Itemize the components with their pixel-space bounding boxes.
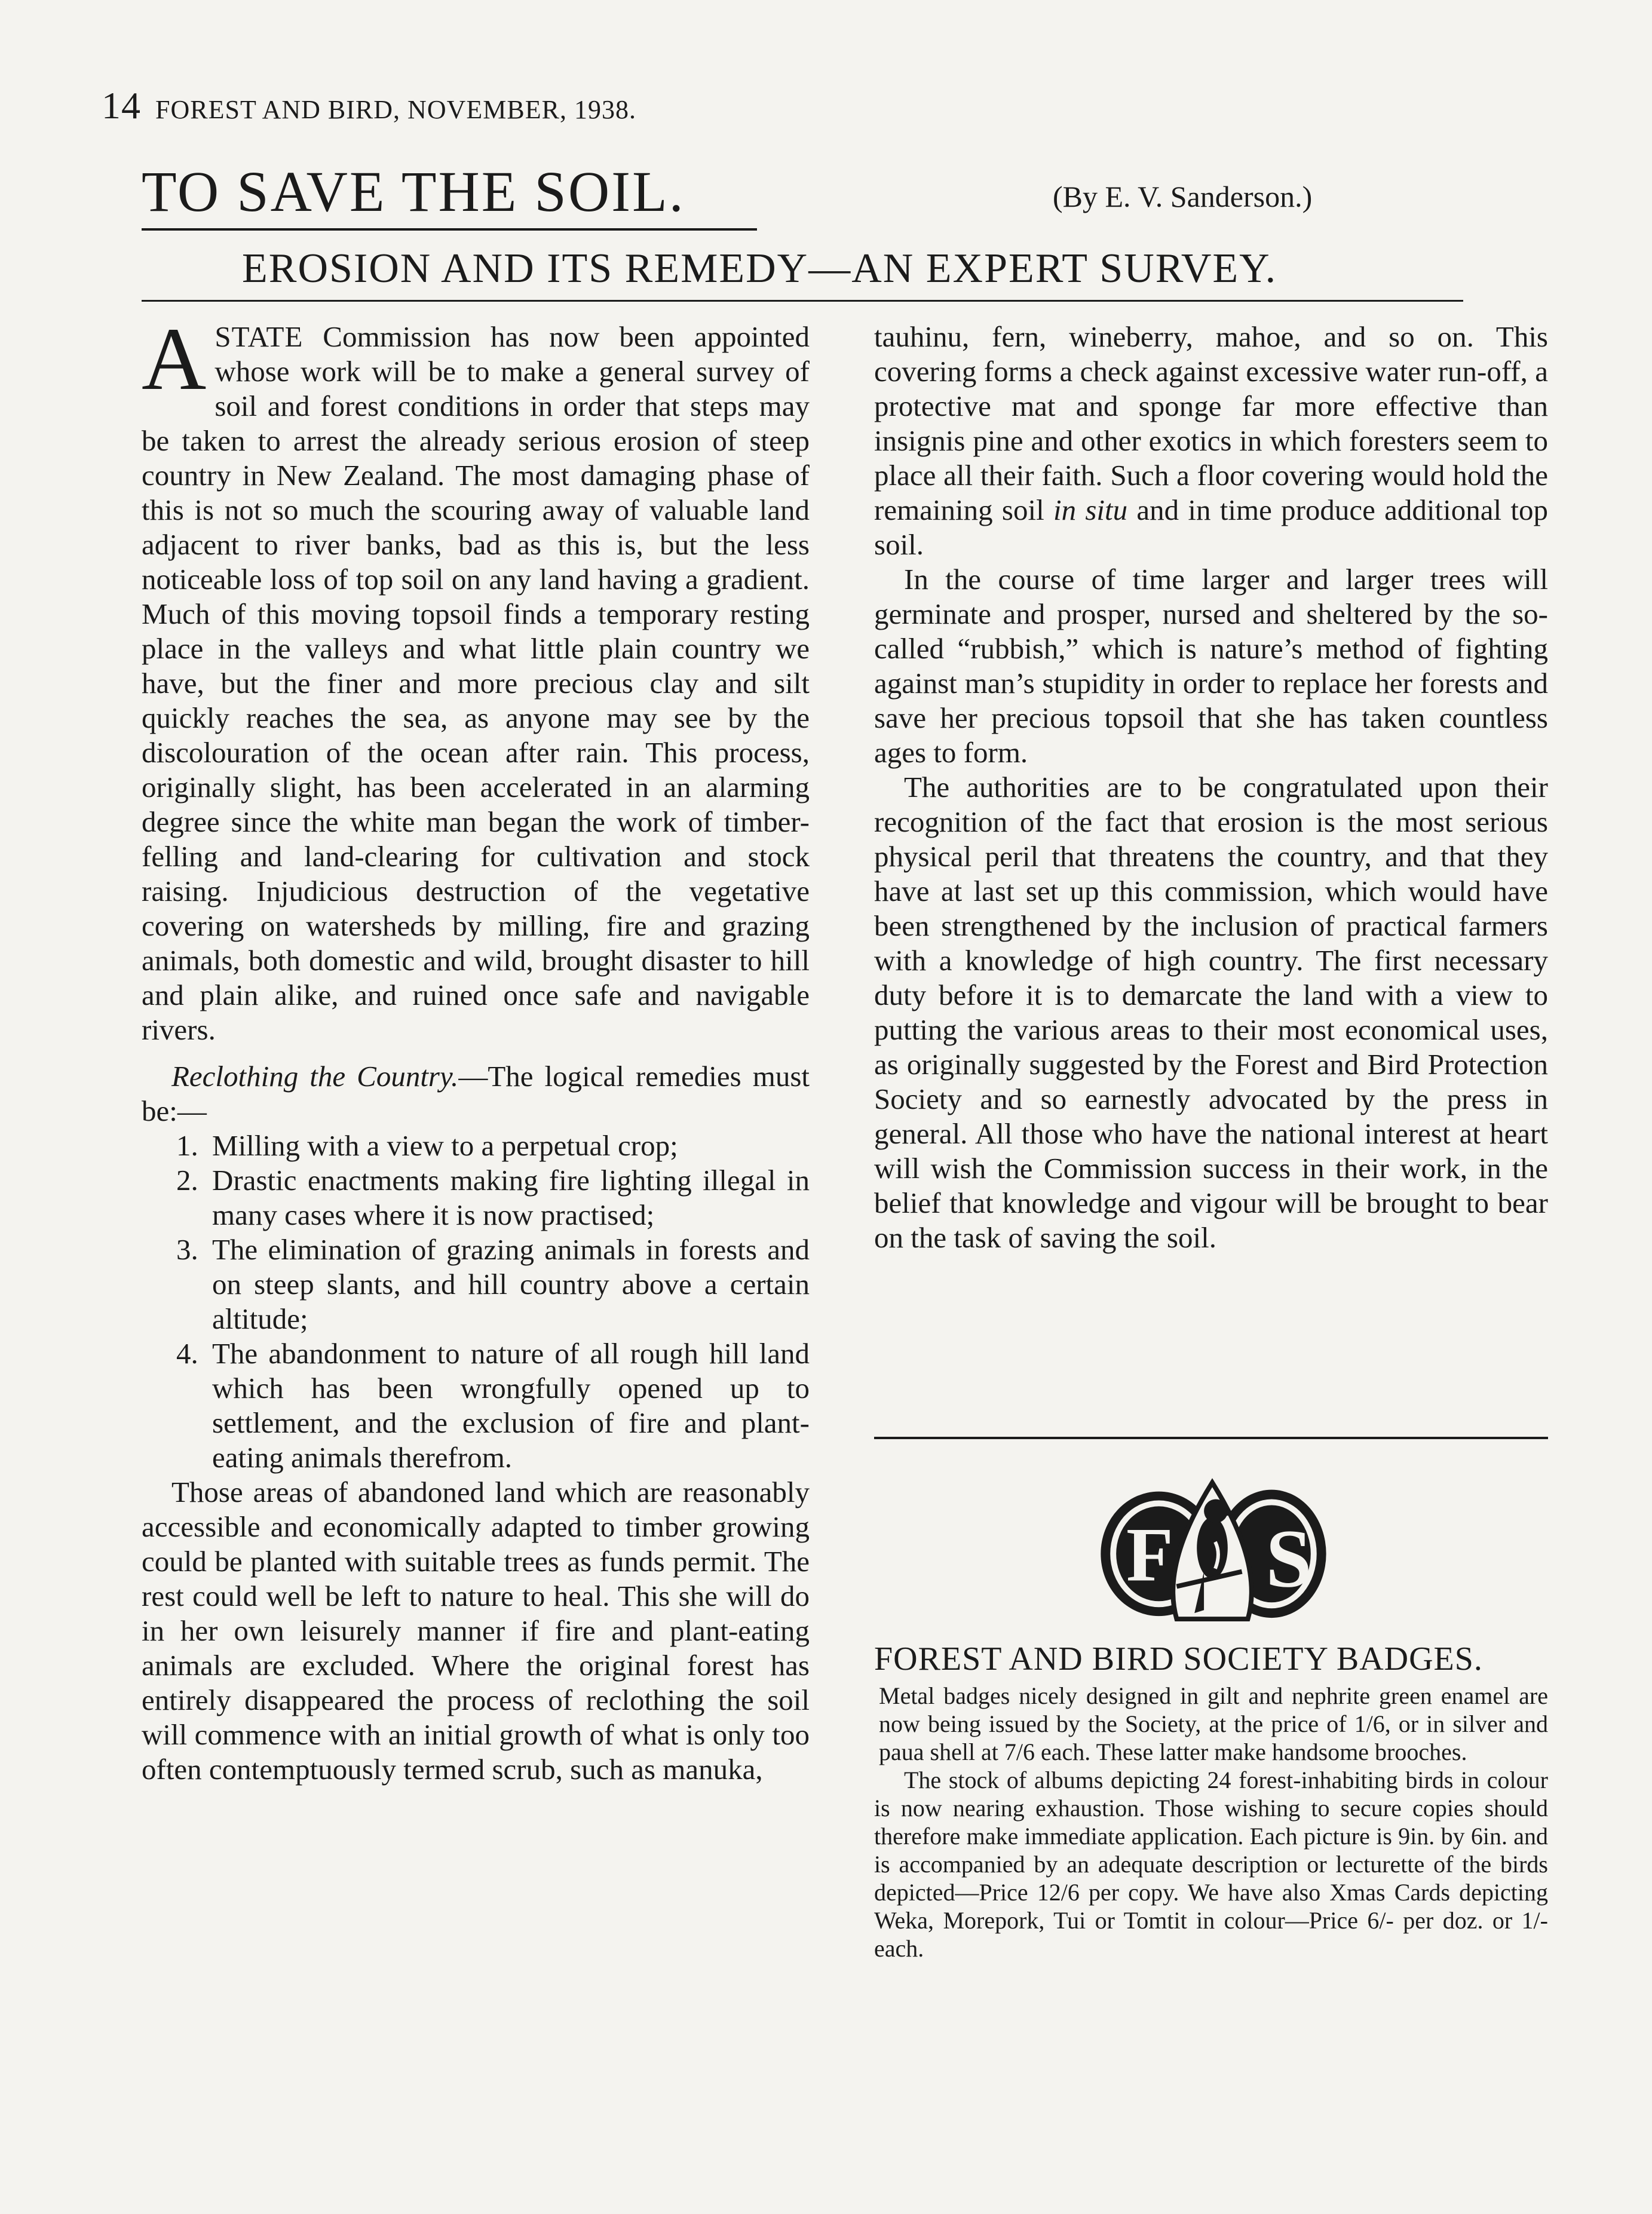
article-subtitle: EROSION AND ITS REMEDY—AN EXPERT SURVEY. xyxy=(242,246,1277,292)
remedies-intro-text: —The logical remedies must be:— xyxy=(142,1060,810,1127)
list-item-number: 4. xyxy=(176,1337,198,1370)
list-item xyxy=(142,1163,810,1232)
subtitle-rule xyxy=(142,300,1463,302)
drop-cap: A xyxy=(142,309,207,409)
authorities-paragraph: The authorities are to be congratulated upon their recognition of the fact that erosion is the most serious physical peril that threatens the country, and that they have at last set up this commission, which would have been strengthened by the inclusion of practical farmers with a knowledge of high country. The first necessary duty before it is to demarcate the land with a view to putting the various areas to their most economical uses, as originally suggested by the Forest and Bird Protection Society and so earnestly advocated by the press in general. All those who have the national interest at heart will wish the Commission success in their work, in the belief that knowledge and vigour will be brought to bear on the task of saving the soil. xyxy=(874,771,1548,1254)
list-item-text: The elimination of grazing animals in forests and on steep slants, and hill country above a certain altitude; xyxy=(212,1233,810,1335)
list-item-number: 3. xyxy=(176,1233,198,1266)
list-item-number: 1. xyxy=(176,1129,198,1162)
list-item-number: 2. xyxy=(176,1164,198,1197)
list-item xyxy=(142,1232,810,1336)
right-column xyxy=(874,320,1548,1255)
remedies-intro xyxy=(142,1059,810,1129)
list-item xyxy=(142,1129,810,1163)
list-item-text: The abandonment to nature of all rough hill land which has been wrongfully opened up to settlement, and the exclusion of fire and plant-eating animals therefrom. xyxy=(212,1337,810,1474)
scrub-paragraph-text: tauhinu, fern, wineberry, mahoe, and so on. This covering forms a check against excessive water run-off, a protective mat and sponge far more effective than insignis pine and other exotics in which foresters seem to place all their faith. Such a floor covering would hold the remaining soil xyxy=(874,320,1548,526)
abandoned-land-paragraph: Those areas of abandoned land which are reasonably accessible and economically adapted to timber growing could be planted with suitable trees as funds permit. The rest could well be left to nature to heal. This she will do in her own leisurely manner if fire and plant-eating animals are excluded. Where the original forest has entirely disappeared the process of reclothing the soil will commence with an initial growth of what is only too often contemptuously termed scrub, such as manuka, xyxy=(142,1476,810,1786)
publication-line: FOREST AND BIRD, NOVEMBER, 1938. xyxy=(155,95,636,124)
opening-paragraph xyxy=(142,309,810,1047)
article-title: TO SAVE THE SOIL. xyxy=(142,158,757,231)
left-column xyxy=(142,309,810,1787)
running-head xyxy=(102,84,636,128)
list-item xyxy=(142,1336,810,1475)
article-end-rule xyxy=(874,1437,1548,1439)
page-number: 14 xyxy=(102,84,141,127)
list-item-text: Drastic enactments making fire lighting illegal in many cases where it is now practised; xyxy=(212,1164,810,1231)
badges-notice xyxy=(874,1640,1548,1962)
albums-notice-paragraph: The stock of albums depicting 24 forest-inhabiting birds in colour is now nearing exhaustion. Those wishing to secure copies should therefore make immediate application. Each picture is 9in. by 6in. and is accompanied by an adequate description or lecturette of the birds depicted—Price 12/6 per copy. We have also Xmas Cards depicting Weka, Morepork, Tui or Tomtit in colour—Price 6/- per doz. or 1/- each. xyxy=(874,1767,1548,1962)
in-situ-phrase: in situ xyxy=(1053,493,1128,526)
badges-notice-title: FOREST AND BIRD SOCIETY BADGES. xyxy=(874,1640,1483,1678)
svg-text:F: F xyxy=(1126,1511,1173,1597)
larger-trees-paragraph: In the course of time larger and larger trees will germinate and prosper, nursed and sheltered by the so-called “rubbish,” which is nature’s method of fighting against man’s stupidity in order to replace her forests and save her precious topsoil that she has taken countless ages to form. xyxy=(874,563,1548,769)
scrub-paragraph-end: and in time produce additional top soil. xyxy=(874,493,1548,561)
society-badge-logo xyxy=(1092,1459,1332,1625)
badges-notice-paragraph: Metal badges nicely designed in gilt and nephrite green enamel are now being issued by the Society, at the price of 1/6, or in silver and paua shell at 7/6 each. These latter make handsome brooches. xyxy=(879,1682,1548,1765)
list-item-text: Milling with a view to a perpetual crop; xyxy=(212,1129,678,1162)
section-heading-reclothing: Reclothing the Country. xyxy=(171,1060,459,1093)
remedies-list xyxy=(142,1129,810,1475)
lead-caps: STATE xyxy=(214,320,304,353)
svg-text:S: S xyxy=(1265,1513,1312,1605)
opening-paragraph-text: Commission has now been appointed whose work will be to make a general survey of soil and forest conditions in order that steps may be taken to arrest the already serious erosion of steep country in New Zealand. The most damaging phase of this is not so much the scouring away of valuable land adjacent to river banks, bad as this is, but the less noticeable loss of top soil on any land having a gradient. Much of this moving topsoil finds a temporary resting place in the valleys and what little plain country we have, but the finer and more precious clay and silt quickly reaches the sea, as anyone may see by the discolouration of the ocean after rain. This process, originally slight, has been accelerated in an alarming degree since the white man began the work of timber-felling and land-clearing for cultivation and stock raising. Injudicious destruction of the vegetative covering on watersheds by milling, fire and grazing animals, both domestic and wild, brought disaster to hill and plain alike, and ruined once safe and navigable rivers. xyxy=(142,320,810,1046)
article-byline: (By E. V. Sanderson.) xyxy=(1053,180,1313,213)
scrub-paragraph xyxy=(874,320,1548,562)
